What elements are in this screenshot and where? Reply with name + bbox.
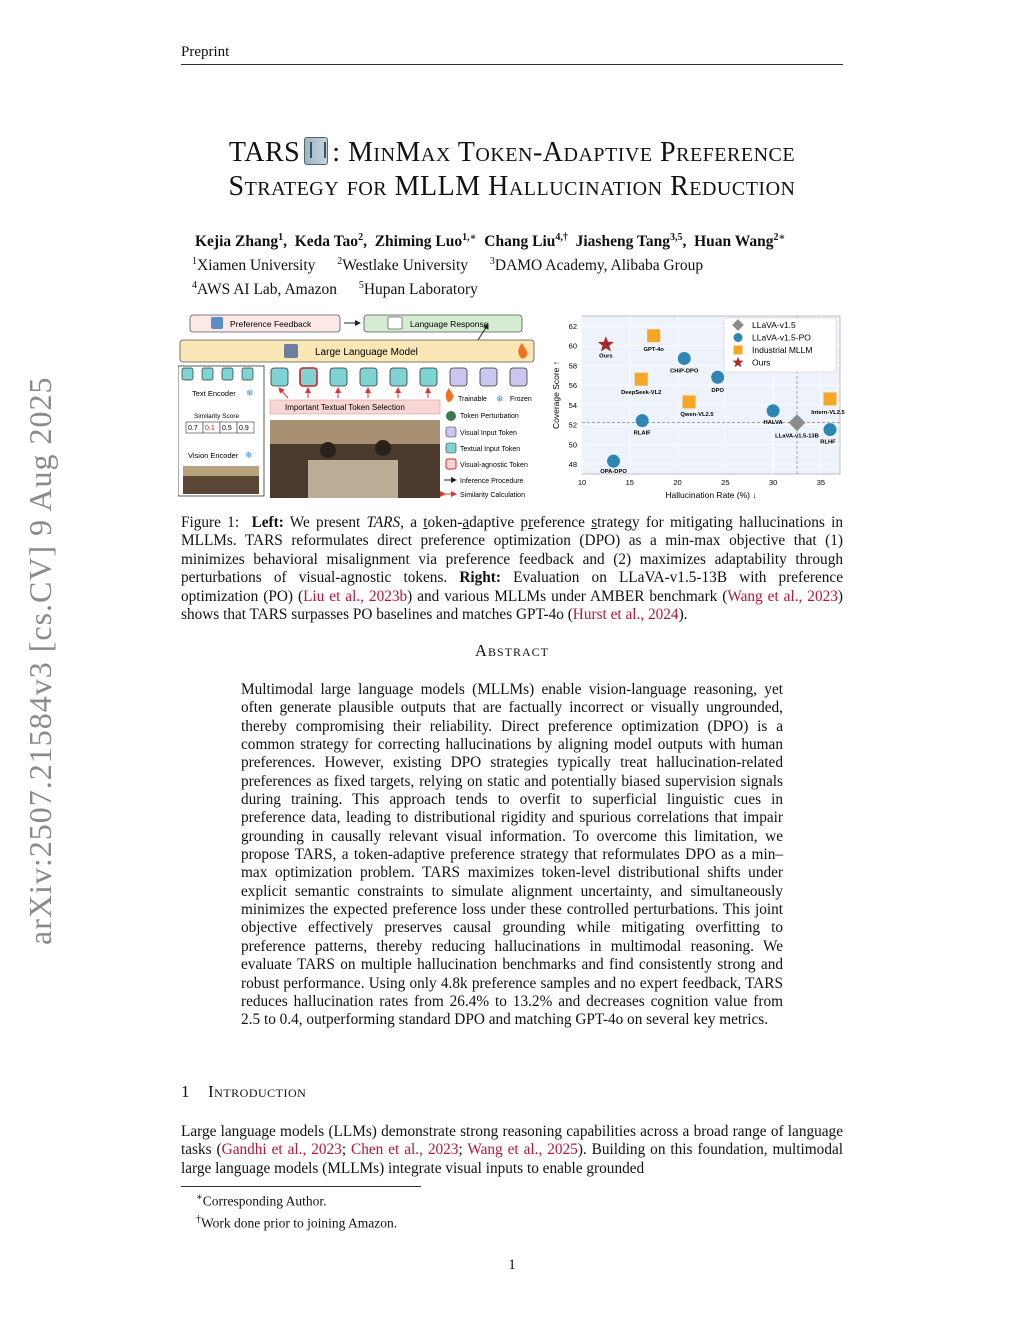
data-label: Intern-VL2.5 [811,409,845,416]
data-point [647,329,660,342]
footnote: †Work done prior to joining Amazon. [196,1213,398,1230]
important-selection-label: Important Textual Token Selection [285,403,405,412]
diagram-legend [444,388,532,499]
data-label: HALVA [763,419,783,426]
footnotes [196,1189,397,1232]
scatter-chart [548,310,848,506]
title-prefix: TARS [228,137,301,168]
tars-logo-icon [304,137,328,165]
y-tick-label: 48 [568,460,577,470]
legend-marker [734,346,743,355]
x-tick-label: 35 [816,478,826,487]
section-heading: 1 Introduction [181,1082,307,1101]
data-point [683,395,696,408]
data-point [767,404,780,417]
perturbation-icon [446,411,456,421]
citation-link[interactable]: Liu et al., 2023b [303,587,408,605]
x-axis-label: Hallucination Rate (%) ↓ [665,490,757,500]
y-tick-label: 60 [568,341,577,351]
response-icon [388,317,402,329]
affiliation: $^3$DAMO Academy, Alibaba Group [489,256,704,275]
data-label: OPA-DPO [600,469,627,476]
legend-label: Industrial MLLM [752,345,813,355]
svg-text:0.9: 0.9 [239,425,249,432]
x-tick-label: 20 [673,478,682,487]
data-label: CHiP-DPO [670,368,699,375]
snowflake-icon: ❄ [245,450,253,460]
author-list: Kejia Zhang$^1$, Keda Tao$^2$, Zhiming Luo$^{1,∗}$ Chang Liu$^{4,\dagger}$ Jiasheng Tang$^{3,5}$, Huan Wang$^{2∗}$ [195,232,786,251]
citation-link[interactable]: Gandhi et al., 2023 [221,1141,342,1159]
y-tick-label: 58 [568,361,577,371]
affiliation: $^2$Westlake University [337,256,468,275]
citation-link[interactable]: Hurst et al., 2024 [572,606,679,624]
affiliation: $^4$AWS AI Lab, Amazon [192,280,337,299]
similarity-score-label: Similarity Score [194,413,240,420]
data-point [636,414,649,427]
intro-paragraph: Large language models (LLMs) demonstrate strong reasoning capabilities across a broad range of language tasks (Gandhi et al., 2023; Chen et al., 2023; Wang et al., 2025). Building on this foundation, multimodal large language models (MLLMs) integrate visual inputs to enable grounded [181,1123,844,1177]
x-tick-label: 25 [721,478,730,487]
legend-label: Ours [752,357,771,368]
data-label: DPO [711,388,724,395]
y-tick-label: 56 [568,381,577,391]
snowflake-icon: ❄ [246,388,254,398]
data-label: GPT-4o [643,346,664,353]
author: Kejia Zhang [195,233,279,251]
author: Jiasheng Tang [575,233,670,251]
data-label: LLaVA-v1.5-13B [775,433,819,440]
svg-text:Inference Procedure: Inference Procedure [460,478,524,485]
svg-text:0.5: 0.5 [222,425,232,432]
author: Keda Tao [294,233,359,251]
abstract-heading: Abstract [475,641,549,660]
data-point [635,373,648,386]
footnote-rule [181,1186,421,1187]
citation-link[interactable]: Wang et al., 2023 [727,587,838,605]
token-row [271,368,527,386]
legend-marker [734,333,743,342]
citation-link[interactable]: Wang et al., 2025 [467,1141,578,1159]
score-cells [186,422,254,433]
title-line1: : MinMax Token-Adaptive Preference [332,137,796,168]
svg-text:Visual-agnostic Token: Visual-agnostic Token [460,462,528,469]
arxiv-stamp: arXiv:2507.21584v3 [cs.CV] 9 Aug 2025 [22,376,58,945]
vision-encoder-label: Vision Encoder [188,451,239,460]
svg-text:0.7: 0.7 [188,425,198,432]
x-tick-label: 10 [577,478,587,487]
svg-text:Textual Input Token: Textual Input Token [460,446,521,453]
data-point [824,423,837,436]
language-response-label: Language Response [410,319,489,329]
flame-icon [446,388,453,402]
data-point [607,455,620,468]
x-tick-label: 30 [768,478,778,487]
robot-icon [284,344,298,358]
data-label: RLHF [820,439,836,446]
data-point [711,371,724,384]
affiliations [192,252,721,300]
feedback-icon [211,317,223,329]
data-point [824,392,837,405]
text-encoder-label: Text Encoder [192,389,236,398]
y-tick-label: 54 [568,400,577,410]
affiliation: $^1$Xiamen University [192,256,316,275]
method-diagram [178,310,540,506]
running-header: Preprint [181,44,843,65]
llm-label: Large Language Model [315,347,418,358]
author: Huan Wang [694,233,774,251]
y-axis-label: Coverage Score ↑ [551,360,561,430]
x-tick-label: 15 [625,478,634,487]
citation-link[interactable]: Chen et al., 2023 [351,1141,459,1159]
y-tick-label: 62 [568,321,577,331]
y-tick-label: 52 [568,420,577,430]
svg-text:Trainable: Trainable [458,396,487,403]
svg-text:Frozen: Frozen [510,396,532,403]
author: Zhiming Luo [374,233,463,251]
footnote: ∗Corresponding Author. [196,1192,327,1209]
title-line2: Strategy for MLLM Hallucination Reduction [228,171,796,202]
data-point [678,352,691,365]
svg-text:Token Perturbation: Token Perturbation [460,413,519,420]
legend-label: LLaVA-v1.5-PO [752,332,811,343]
figure-caption: Figure 1: Left: We present TARS, a token-adaptive preference strategy for mitigating hallucinations in MLLMs. TARS reformulates direct preference optimization (DPO) as a min-max objective that (1) minimizes behavioral misalignment via preference feedback and (2) maximizes adaptability through perturbations of visual-agnostic tokens. Right: Evaluation on LLaVA-v1.5-13B with preference optimization (PO) (Liu et al., 2023b) and various MLLMs under AMBER benchmark (Wang et al., 2023) shows that TARS surpasses PO baselines and matches GPT-4o (Hurst et al., 2024). [181,514,844,624]
paper-title [181,136,843,204]
y-tick-label: 50 [568,440,577,450]
svg-text:Visual Input Token: Visual Input Token [460,430,517,437]
author: Chang Liu [484,233,556,251]
data-label: RLAIF [633,430,651,437]
svg-text:Similarity Calculation: Similarity Calculation [460,492,525,499]
data-label: DeepSeek-VL2 [621,390,662,397]
svg-text:0.1: 0.1 [205,425,215,432]
snowflake-icon: ❄ [496,394,504,404]
page-number: 1 [508,1257,516,1273]
legend-label: LLaVA-v1.5 [752,320,796,330]
data-label: Qwen-VL2.5 [680,411,714,418]
affiliation: $^5$Hupan Laboratory [358,280,478,299]
text-token-row [182,368,253,380]
abstract-body: Multimodal large language models (MLLMs) enable vision-language reasoning, yet often generate plausible outputs that are factually incorrect or visually ungrounded, thereby compromising their reliability. Direct preference optimization (DPO) is a common strategy for correcting hallucinations by aligning model outputs with human preferences. However, existing DPO strategies typically treat hallucination-related preferences as fixed targets, relying on static and potentially biased supervision signals during training. This approach tends to overfit to superficial linguistic cues in preference data, leading to distributional rigidity and spurious correlations that impair grounding in causally relevant visual information. To overcome this limitation, we propose TARS, a token-adaptive preference strategy that reformulates DPO as a min–max optimization problem. TARS maximizes token-level distributional shifts under explicit semantic constraints to simulate alignment uncertainty, and simultaneously minimizes the expected preference loss under these controlled perturbations. This joint objective effectively preserves causal grounding while mitigating overfitting to preference patterns, thereby reducing hallucinations in multimodal reasoning. We evaluate TARS on multiple hallucination benchmarks and find consistently strong and robust performance. Using only 4.8k preference samples and no expert feedback, TARS reduces hallucination rates from 26.4% to 13.2% and decreases cognition value from 2.5 to 0.4, outperforming standard DPO and matching GPT-4o on several key metrics. [241,681,783,1029]
preference-feedback-label: Preference Feedback [230,319,312,329]
data-label: Ours [599,353,613,360]
